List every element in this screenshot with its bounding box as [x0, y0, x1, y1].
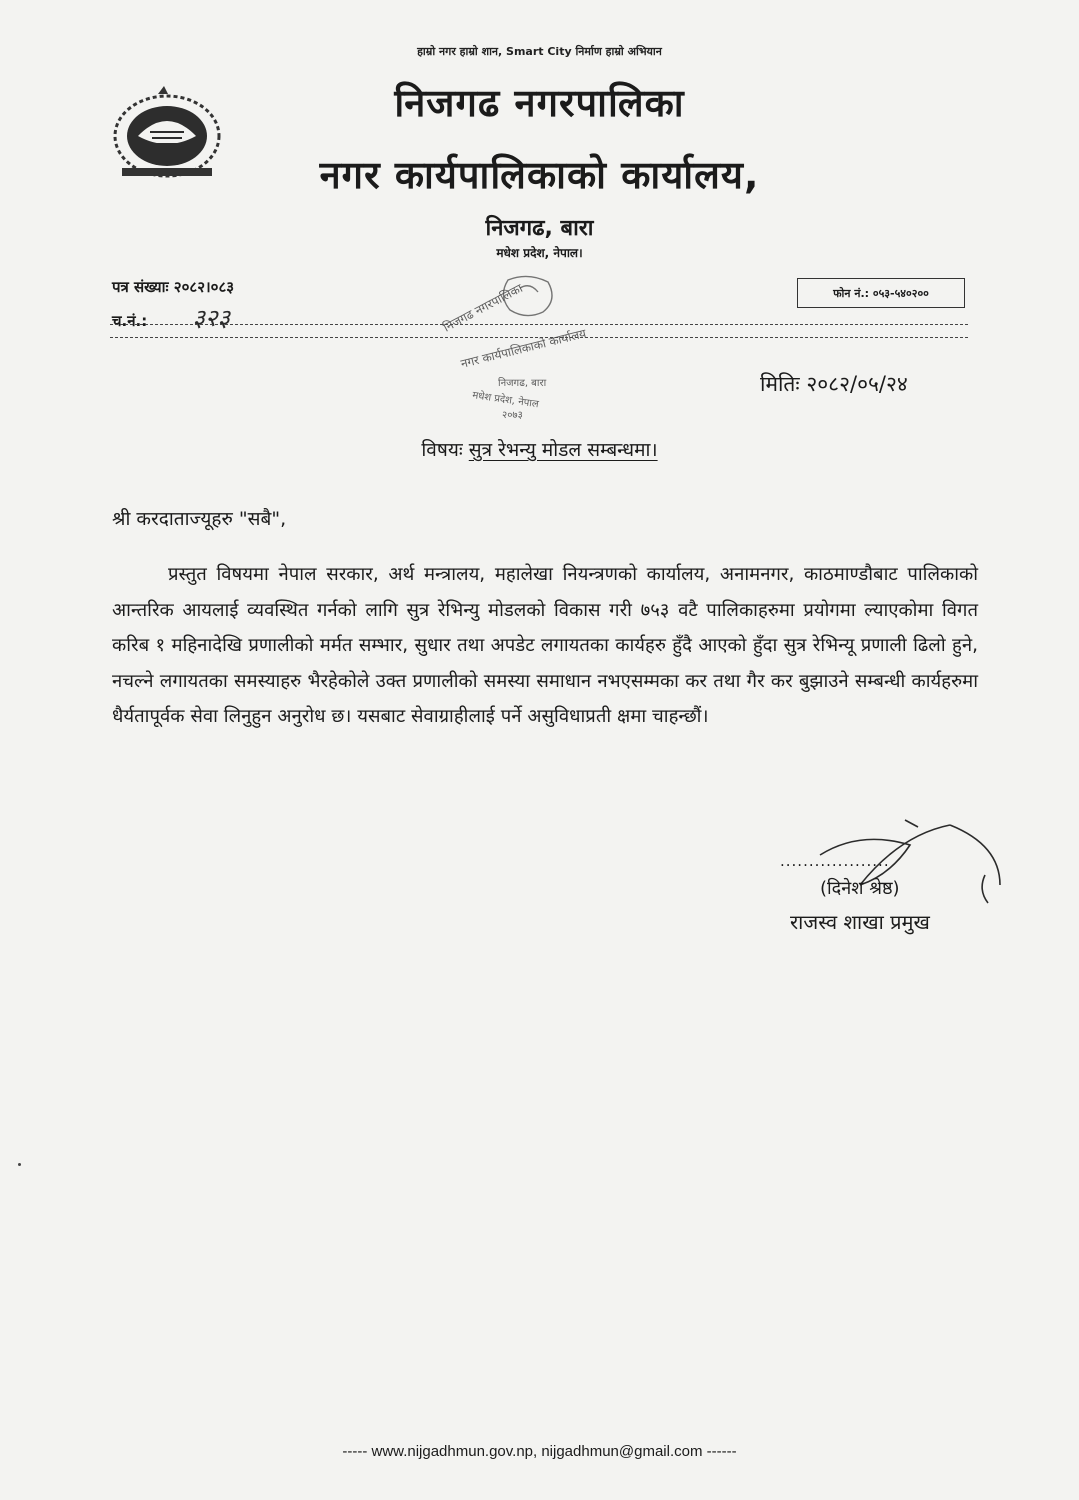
stamp-year: २०७३: [502, 410, 523, 421]
footer-contact: ----- www.nijgadhmun.gov.np, nijgadhmun@gmail.com ------: [342, 1443, 737, 1460]
dispatch-number-label: च.नं.:: [112, 312, 148, 330]
letter-date: मितिः २०८२/०५/२४: [760, 372, 908, 396]
signatory-name: (दिनेश श्रेष्ठ): [820, 878, 900, 899]
stamp-text-2: नगर कार्यपालिकाको कार्यालय: [459, 326, 588, 371]
stamp-text-3: निजगढ, बारा: [498, 378, 547, 389]
signature-line: ...................: [780, 852, 890, 870]
letter-number: [112, 277, 234, 297]
office-seal-stamp: [438, 270, 628, 425]
office-location: निजगढ, बारा: [485, 216, 594, 241]
slogan: हाम्रो नगर हाम्रो शान, Smart City निर्माण हाम्रो अभियान: [417, 45, 662, 58]
office-province: मधेश प्रदेश, नेपाल।: [496, 246, 583, 260]
stamp-text-4: मधेश प्रदेश, नेपाल: [471, 390, 540, 411]
signatory-title: राजस्व शाखा प्रमुख: [790, 910, 930, 934]
subject-label: विषयः: [421, 439, 463, 461]
stray-mark: [18, 1163, 21, 1166]
office-name: नगर कार्यपालिकाको कार्यालय,: [319, 153, 760, 197]
salutation: श्री करदाताज्यूहरु "सबै",: [112, 508, 287, 530]
stamp-text-1: निजगढ नगरपालिका: [440, 281, 525, 335]
phone-number-box: फोन नं.: ०५३-५४०२००: [797, 278, 965, 308]
subject-text: सुत्र रेभन्यु मोडल सम्बन्धमा।: [468, 439, 658, 461]
dispatch-number-value: ३२३: [192, 304, 230, 332]
body-paragraph: प्रस्तुत विषयमा नेपाल सरकार, अर्थ मन्त्रालय, महालेखा नियन्त्रणको कार्यालय, अनामनगर, काठमाण्डौबाट पालिकाको आन्तरिक आयलाई व्यवस्थित गर्नको लागि सुत्र रेभिन्यु मोडलको विकास गरी ७५३ वटै पालिकाहरुमा प्रयोगमा ल्याएकोमा विगत करिब १ महिनादेखि प्रणालीको मर्मत सम्भार, सुधार तथा अपडेट लगायतका कार्यहरु हुँदै आएको हुँदा सुत्र रेभिन्यू प्रणाली ढिलो हुने, नचल्ने लगायतका समस्याहरु भैरहेकोले उक्त प्रणालीको समस्या समाधान नभएसम्मका कर तथा गैर कर बुझाउने सम्बन्धी कार्यहरुमा धैर्यतापूर्वक सेवा लिनुहुन अनुरोध छ। यसबाट सेवाग्राहीलाई पर्ने असुविधाप्रती क्षमा चाहन्छौं।: [112, 564, 978, 727]
subject-line: [0, 436, 1079, 462]
dispatch-number: [112, 301, 230, 334]
organization-name: निजगढ नगरपालिका: [394, 81, 685, 125]
letter-number-value: २०८२।०८३: [173, 278, 235, 296]
letter-number-label: पत्र संख्याः: [112, 278, 169, 296]
